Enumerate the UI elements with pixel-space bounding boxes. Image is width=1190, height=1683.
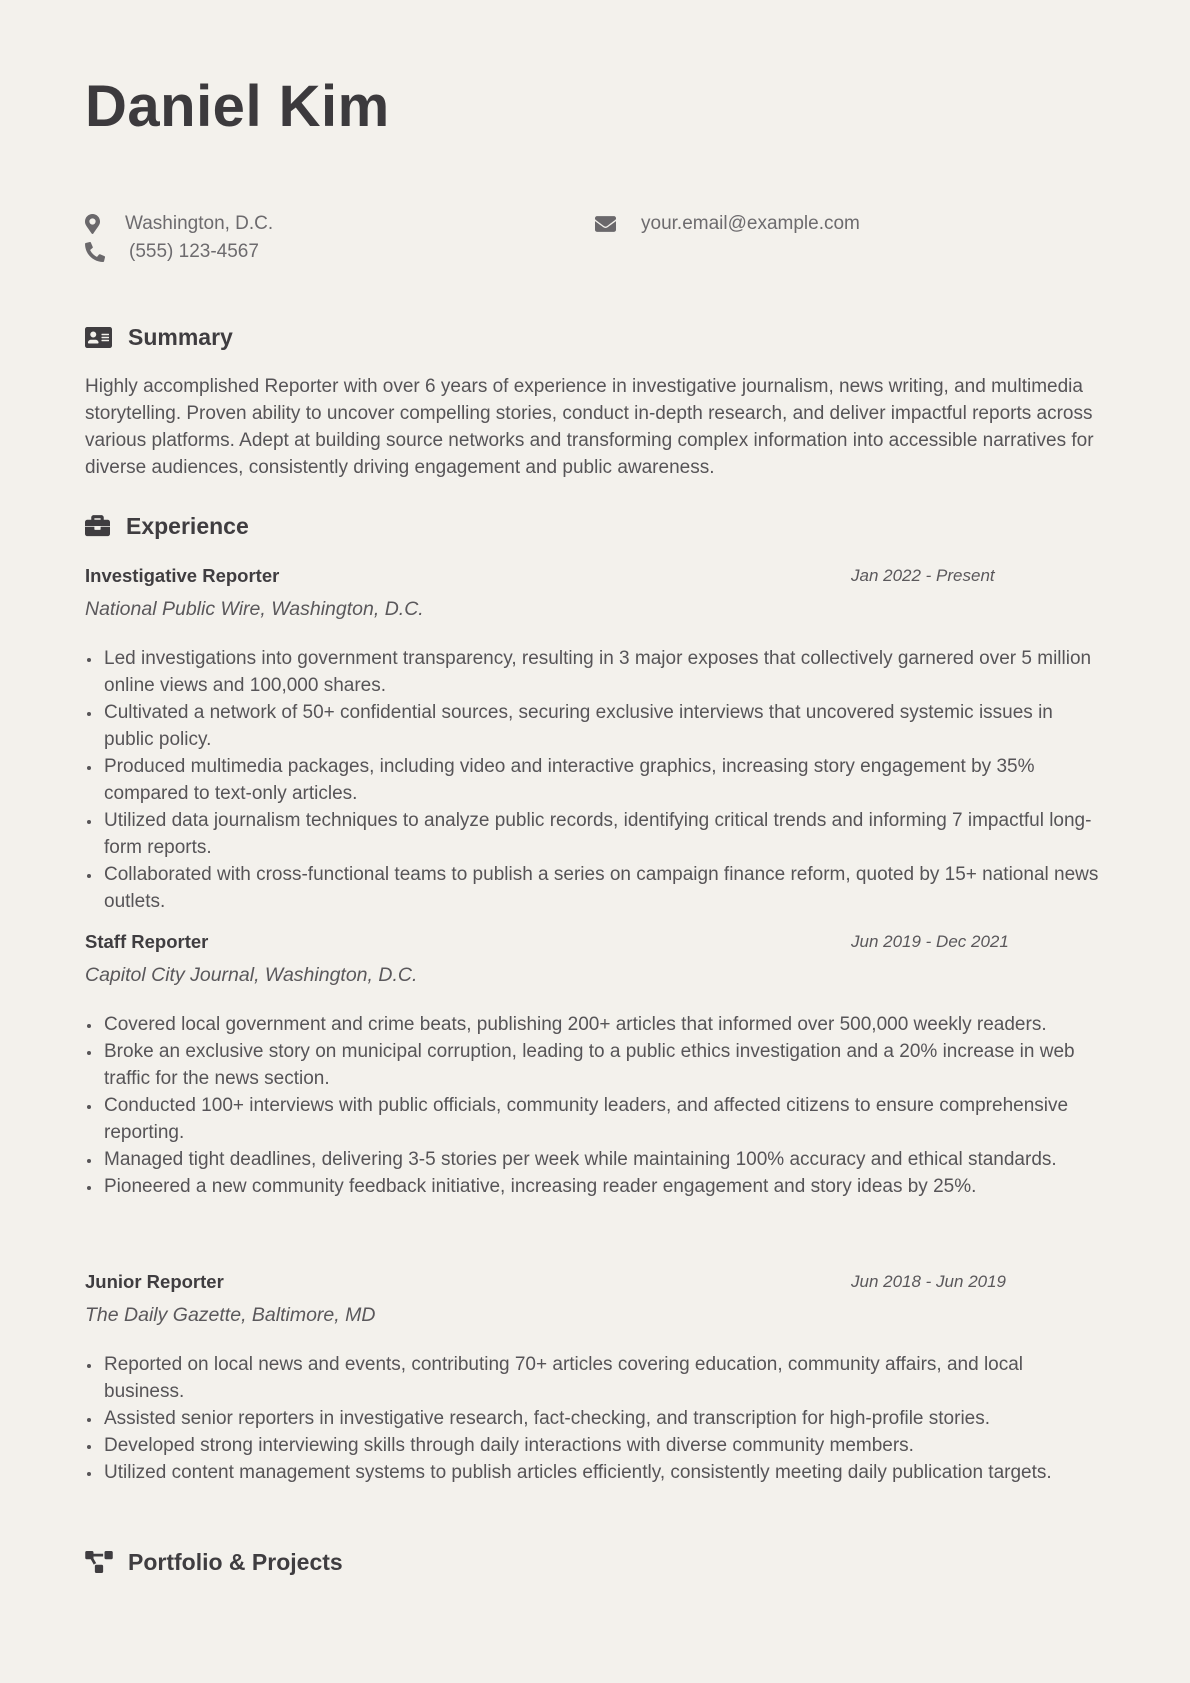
experience-title: Experience — [126, 512, 249, 539]
portfolio-heading — [85, 1547, 343, 1577]
contact-email — [595, 211, 860, 237]
bullet-item: Cultivated a network of 50+ confidential sources, securing exclusive interviews that uncovered systemic issues in public policy. — [85, 699, 1105, 753]
job-company: National Public Wire, Washington, D.C. — [85, 598, 424, 620]
summary-text: Highly accomplished Reporter with over 6 years of experience in investigative journalism, news writing, and multimedia storytelling. Proven ability to uncover compelling stories, conduct in-depth research, and deliver impactful reports across various platforms. Adept at building source networks and transforming complex information into accessible narratives for diverse audiences, consistently driving engagement and public awareness. — [85, 376, 1094, 478]
portfolio-title: Portfolio & Projects — [128, 1548, 343, 1575]
contact-phone — [85, 239, 259, 265]
phone-icon — [85, 241, 107, 263]
project-diagram-icon — [85, 1549, 115, 1575]
candidate-name: Daniel Kim — [85, 74, 390, 139]
bullet-item: Produced multimedia packages, including video and interactive graphics, increasing story engagement by 35% compared to text-only articles. — [85, 753, 1105, 807]
bullet-item: Led investigations into government transparency, resulting in 3 major exposes that collectively garnered over 5 million online views and 100,000 shares. — [85, 645, 1105, 699]
id-card-icon — [85, 324, 115, 350]
briefcase-icon — [85, 513, 115, 539]
bullet-item: Assisted senior reporters in investigative research, fact-checking, and transcription for high-profile stories. — [85, 1405, 1105, 1432]
location-text: Washington, D.C. — [125, 213, 274, 234]
bullet-item: Broke an exclusive story on municipal corruption, leading to a public ethics investigation and a 20% increase in web traffic for the news section. — [85, 1038, 1105, 1092]
bullet-item: Managed tight deadlines, delivering 3-5 stories per week while maintaining 100% accuracy and ethical standards. — [85, 1146, 1105, 1173]
bullet-item: Utilized content management systems to publish articles efficiently, consistently meeting daily publication targets. — [85, 1459, 1105, 1486]
job-title: Junior Reporter — [85, 1271, 224, 1292]
bullet-item: Pioneered a new community feedback initiative, increasing reader engagement and story ideas by 25%. — [85, 1173, 1105, 1200]
bullet-item: Utilized data journalism techniques to analyze public records, identifying critical trends and informing 7 impactful long-form reports. — [85, 807, 1105, 861]
summary-heading — [85, 322, 233, 352]
job-title: Staff Reporter — [85, 931, 209, 952]
job-company: Capitol City Journal, Washington, D.C. — [85, 964, 418, 986]
phone-text: (555) 123-4567 — [129, 241, 259, 262]
job-dates: Jun 2019 - Dec 2021 — [851, 932, 1009, 951]
bullet-item: Conducted 100+ interviews with public officials, community leaders, and affected citizens to ensure comprehensive reporting. — [85, 1092, 1105, 1146]
envelope-icon — [595, 213, 619, 235]
bullet-item: Covered local government and crime beats, publishing 200+ articles that informed over 500,000 weekly readers. — [85, 1011, 1105, 1038]
job-title: Investigative Reporter — [85, 565, 280, 586]
experience-heading — [85, 511, 249, 541]
job-company: The Daily Gazette, Baltimore, MD — [85, 1304, 376, 1326]
job-bullets — [85, 1351, 1105, 1486]
email-text: your.email@example.com — [641, 213, 860, 234]
map-marker-icon — [85, 213, 107, 235]
contact-location — [85, 211, 273, 237]
job-dates: Jun 2018 - Jun 2019 — [851, 1272, 1007, 1291]
bullet-item: Reported on local news and events, contributing 70+ articles covering education, community affairs, and local business. — [85, 1351, 1105, 1405]
bullet-item: Collaborated with cross-functional teams to publish a series on campaign finance reform, quoted by 15+ national news outlets. — [85, 861, 1105, 915]
job-bullets — [85, 1011, 1105, 1200]
bullet-item: Developed strong interviewing skills through daily interactions with diverse community members. — [85, 1432, 1105, 1459]
summary-title: Summary — [128, 323, 233, 350]
job-dates: Jan 2022 - Present — [851, 566, 995, 585]
job-bullets — [85, 645, 1105, 915]
